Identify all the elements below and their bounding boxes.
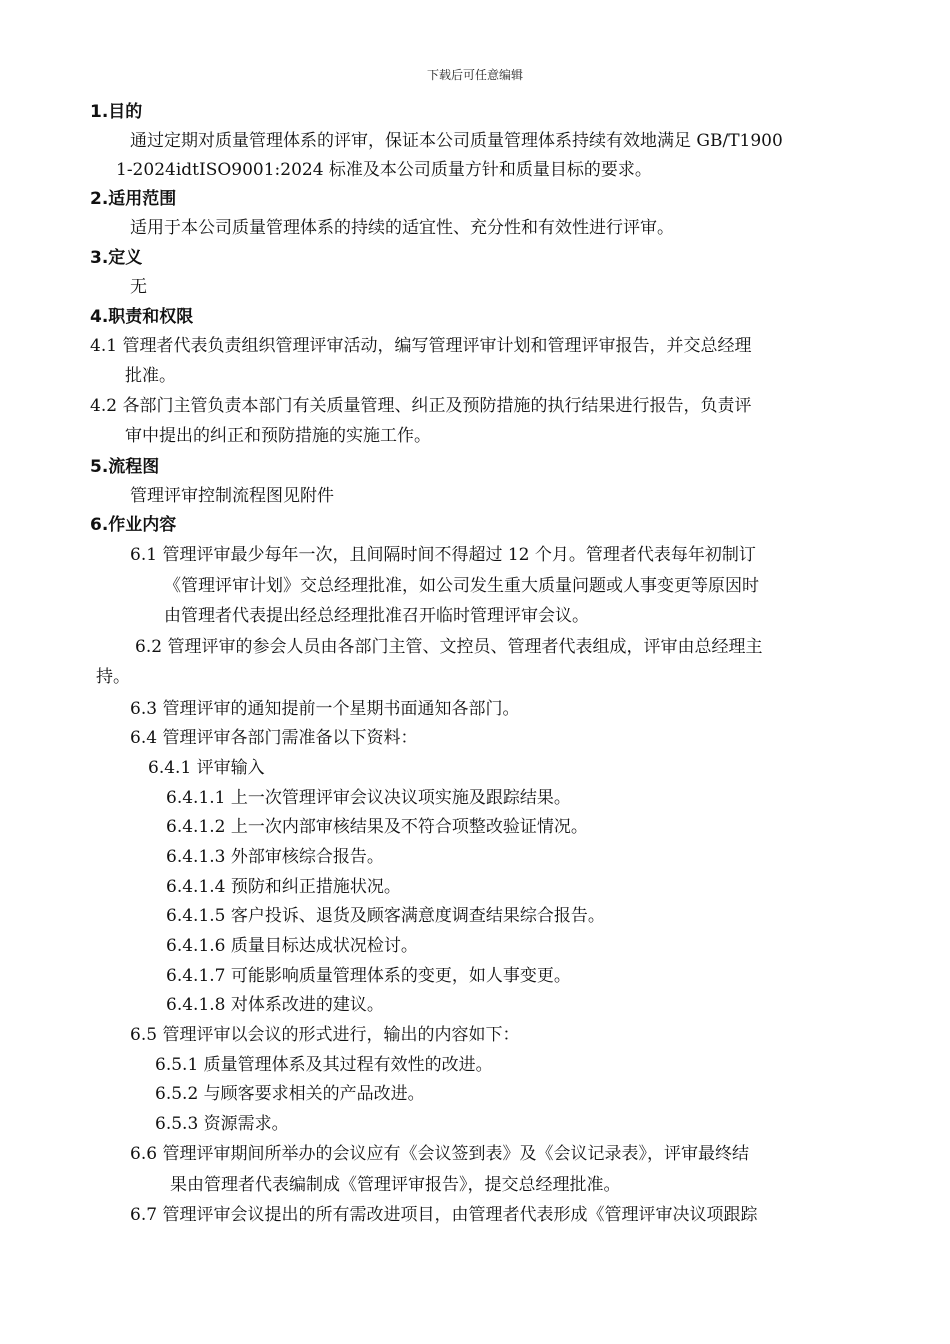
section-5-text: 管理评审控制流程图见附件 [130, 486, 334, 506]
item-6-1-line-2: 《管理评审计划》交总经理批准，如公司发生重大质量问题或人事变更等原因时 [164, 576, 759, 596]
item-6-4-1-2: 6.4.1.2 上一次内部审核结果及不符合项整改验证情况。 [166, 817, 588, 837]
item-4-2-line-1: 4.2 各部门主管负责本部门有关质量管理、纠正及预防措施的执行结果进行报告，负责评 [90, 396, 752, 416]
item-6-1-line-3: 由管理者代表提出经总经理批准召开临时管理评审会议。 [164, 606, 589, 626]
item-6-6-line-2: 果由管理者代表编制成《管理评审报告》，提交总经理批准。 [170, 1175, 621, 1195]
item-6-5-3: 6.5.3 资源需求。 [155, 1114, 289, 1134]
section-4-heading: 4.职责和权限 [90, 307, 194, 327]
item-6-2-line-2: 持。 [96, 667, 130, 687]
item-6-4-1-4: 6.4.1.4 预防和纠正措施状况。 [166, 877, 401, 897]
item-6-4-1-6: 6.4.1.6 质量目标达成状况检讨。 [166, 936, 418, 956]
item-6-4: 6.4 管理评审各部门需准备以下资料： [130, 728, 418, 748]
item-6-2-line-1: 6.2 管理评审的参会人员由各部门主管、文控员、管理者代表组成，评审由总经理主 [135, 637, 763, 657]
section-2-text: 适用于本公司质量管理体系的持续的适宜性、充分性和有效性进行评审。 [130, 218, 674, 238]
item-6-4-1-3: 6.4.1.3 外部审核综合报告。 [166, 847, 384, 867]
item-6-4-1-5: 6.4.1.5 客户投诉、退货及顾客满意度调查结果综合报告。 [166, 906, 605, 926]
item-6-4-1-1: 6.4.1.1 上一次管理评审会议决议项实施及跟踪结果。 [166, 788, 571, 808]
item-6-4-1-8: 6.4.1.8 对体系改进的建议。 [166, 995, 384, 1015]
item-4-2-line-2: 审中提出的纠正和预防措施的实施工作。 [125, 426, 431, 446]
item-6-1-line-1: 6.1 管理评审最少每年一次，且间隔时间不得超过 12 个月。管理者代表每年初制订 [130, 545, 756, 565]
section-3-text: 无 [130, 277, 147, 297]
section-5-heading: 5.流程图 [90, 457, 160, 477]
page-header: 下载后可任意编辑 [426, 68, 523, 82]
section-1-text-2: 1-2024idtISO9001:2024 标准及本公司质量方针和质量目标的要求。 [116, 160, 652, 180]
item-6-4-1-7: 6.4.1.7 可能影响质量管理体系的变更，如人事变更。 [166, 966, 571, 986]
item-4-1-line-1: 4.1 管理者代表负责组织管理评审活动，编写管理评审计划和管理评审报告，并交总经理 [90, 336, 752, 356]
item-6-7-line-1: 6.7 管理评审会议提出的所有需改进项目，由管理者代表形成《管理评审决议项跟踪 [130, 1205, 758, 1225]
section-6-heading: 6.作业内容 [90, 515, 177, 535]
item-6-5: 6.5 管理评审以会议的形式进行，输出的内容如下： [130, 1025, 520, 1045]
item-6-3: 6.3 管理评审的通知提前一个星期书面通知各部门。 [130, 699, 520, 719]
section-3-heading: 3.定义 [90, 248, 143, 268]
item-6-6-line-1: 6.6 管理评审期间所举办的会议应有《会议签到表》及《会议记录表》，评审最终结 [130, 1144, 749, 1164]
section-2-heading: 2.适用范围 [90, 189, 177, 209]
section-1-text-1: 通过定期对质量管理体系的评审，保证本公司质量管理体系持续有效地满足 GB/T1900 [130, 131, 783, 151]
section-1-heading: 1.目的 [90, 102, 143, 122]
item-4-1-line-2: 批准。 [125, 366, 176, 386]
item-6-5-2: 6.5.2 与顾客要求相关的产品改进。 [155, 1084, 425, 1104]
item-6-4-1: 6.4.1 评审输入 [148, 758, 265, 778]
item-6-5-1: 6.5.1 质量管理体系及其过程有效性的改进。 [155, 1055, 493, 1075]
